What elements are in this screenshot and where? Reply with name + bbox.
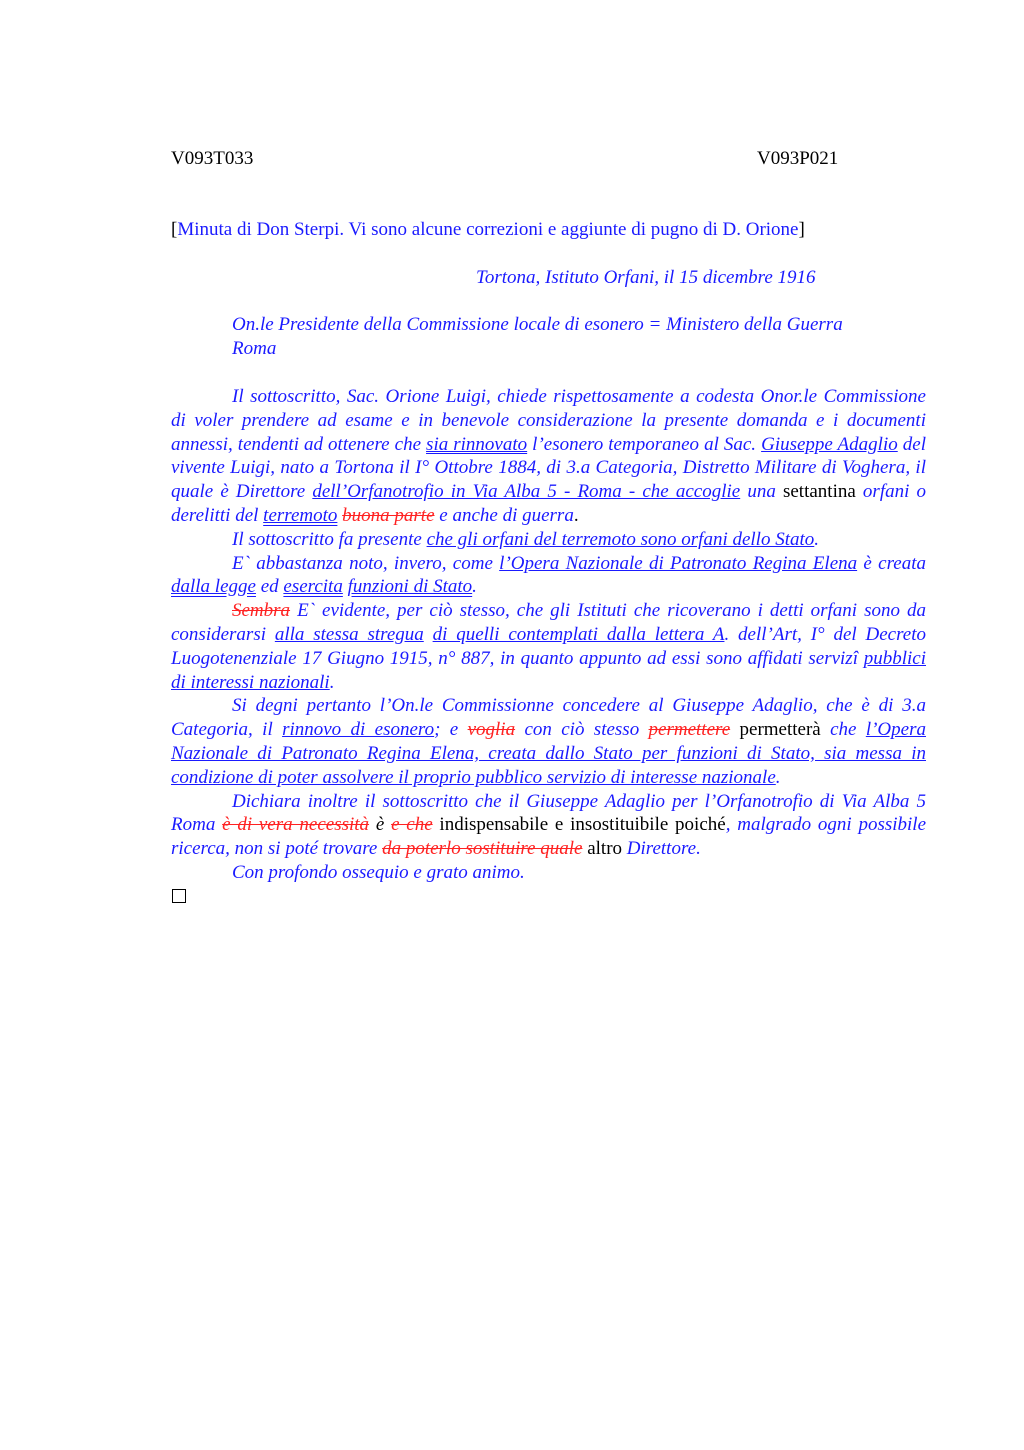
text-run [730,719,739,740]
deleted-text: è di vera necessità [222,814,370,836]
underlined-text: l’Opera Nazionale di Patronato Regina Elena, creata dallo Stato per funzioni di Stato, sia messa in condizione di poter assolvere il proprio pubblico servizio di interesse nazionale [171,719,926,788]
text-run: che [820,719,866,741]
added-text: è [375,814,385,836]
underlined-text: terremoto [263,504,338,526]
underlined-text: Giuseppe Adaglio [761,433,898,455]
text-run: una [740,481,783,503]
text-run [369,814,376,835]
note-open-bracket: [ [171,219,178,240]
deleted-text: Sembra [232,600,291,622]
text-run: Dichiara inoltre il sottoscritto che il Giuseppe Adaglio per l’Orfanotrofio di Via Alba 5 Roma [171,790,926,836]
archival-note [171,218,805,242]
text-run: è creata [857,552,926,574]
paragraph-7 [171,861,926,885]
text-run [424,624,433,645]
addressee-line-1: On.le Presidente della Commissione locale di esonero = Ministero della Guerra [232,314,843,335]
deleted-text: permettere [648,719,731,741]
added-text: indispensabile e insostituibile poiché [439,814,726,836]
added-text: altro [587,838,623,860]
text-run: ed [255,576,284,598]
text-run: E` evidente, per ciò stesso, che gli Istituti che ricoverano i detti orfani sono da considerarsi [171,600,926,645]
note-close-bracket: ] [798,219,805,240]
underlined-text: pubblici di interessi nazionali [171,647,926,693]
text-run: . [775,766,781,788]
place-date-line: Tortona, Istituto Orfani, il 15 dicembre 1916 [476,267,816,288]
text-run: Con profondo ossequio e grato animo. [232,861,525,883]
text-run: , malgrado ogni possibile ricerca, non si poté trovare [171,814,927,860]
addressee-line-2: Roma [232,337,277,359]
addressee-block [232,313,843,361]
paragraph-4 [171,599,926,694]
underlined-text: sia rinnovato [426,433,528,455]
text-run: . [329,671,335,693]
deleted-text: buona parte [342,504,435,526]
added-text: settantina [782,481,856,503]
underlined-text: alla stessa stregua [274,623,424,645]
text-run: . [814,528,820,550]
text-run: E` abbastanza noto, invero, come [232,552,500,574]
underlined-text: l’Opera Nazionale di Patronato Regina Elena [499,552,858,574]
text-run: con ciò stesso [515,719,649,741]
text-run: . dell’Art, I° del Decreto Luogotenenziale 17 Giugno 1915, n° 887, in quanto appunto ad essi sono affidati servizî [171,623,927,669]
text-run: . [472,576,477,598]
document-code-left: V093T033 [171,148,254,169]
note-text: Minuta di Don Sterpi. Vi sono alcune correzioni e aggiunte di pugno di D. Orione [177,219,799,240]
added-text: . [573,504,579,526]
paragraph-2 [171,528,926,552]
text-run: Direttore. [622,838,701,860]
text-run: e anche di guerra [434,504,574,526]
deleted-text: voglia [467,719,516,741]
underlined-text: rinnovo di esonero [282,719,435,741]
text-run: Il sottoscritto, Sac. Orione Luigi, chiede rispettosamente a codesta Onor.le Commissione di voler prendere ad esame e in benevole considerazione la presente domanda e i documenti annessi, tendenti ad ottenere che [171,386,926,455]
text-run: orfani o derelitti del [171,481,927,526]
end-square-icon [172,889,186,903]
deleted-text: da poterlo sostituire quale [382,838,583,860]
underlined-text: dalla legge [171,576,256,598]
underlined-text: di quelli contemplati dalla lettera A [432,623,725,645]
paragraph-1 [171,385,926,528]
text-run: Si degni pertanto l’On.le Commissionne concedere al Giuseppe Adaglio, che è di 3.a Categoria, il [171,695,926,741]
underlined-text: funzioni di Stato [347,576,473,598]
text-run: ; e [434,719,468,741]
deleted-text: e che [391,814,433,836]
added-text: permetterà [739,719,821,741]
underlined-text: che gli orfani del terremoto sono orfani dello Stato [426,528,815,550]
underlined-text: dell’Orfanotrofio in Via Alba 5 - Roma - che accoglie [312,481,741,503]
paragraph-6 [171,790,926,861]
document-code-right: V093P021 [757,148,839,169]
text-run: Il sottoscritto fa presente [232,528,427,550]
text-run: l’esonero temporaneo al Sac. [527,433,762,455]
paragraph-3 [171,552,926,600]
paragraph-5 [171,694,926,789]
text-run: del vivente Luigi, nato a Tortona il I° Ottobre 1884, di 3.a Categoria, Distretto Militare di Voghera, il quale è Direttore [171,433,926,503]
letter-body [171,385,926,903]
underlined-text: esercita [283,576,343,598]
